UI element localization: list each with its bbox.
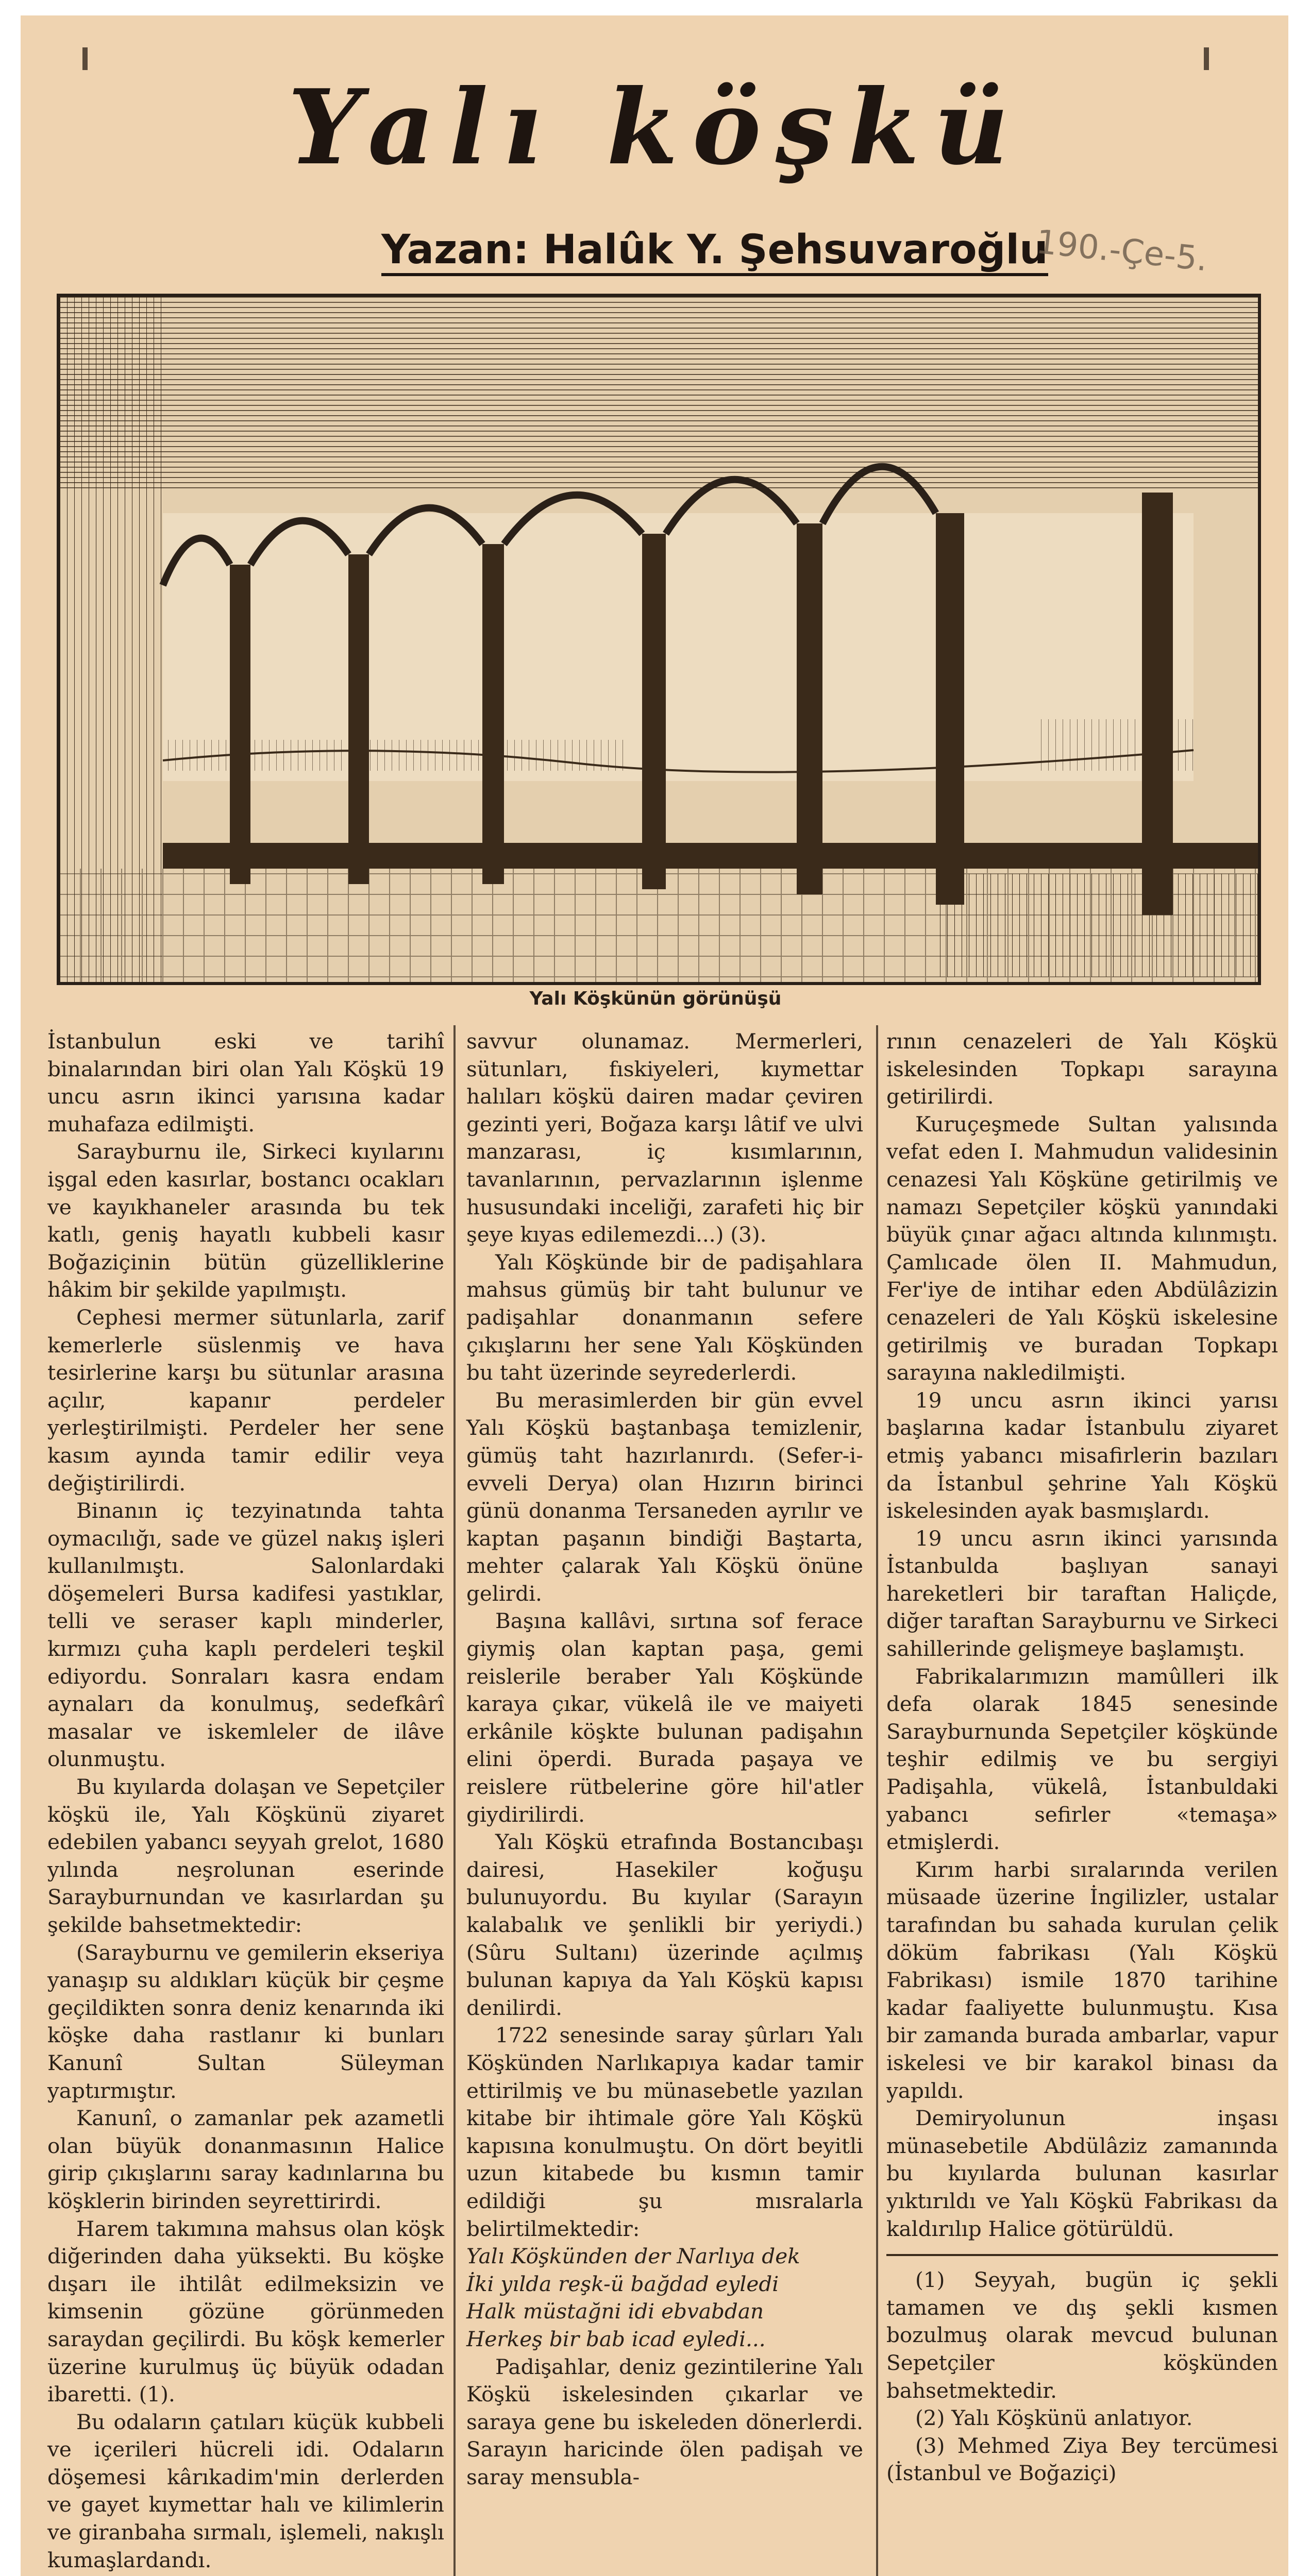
footnotes [886, 2254, 1278, 2487]
paragraph: (Sarayburnu ve gemilerin ekseriya yanaşıp su aldıkları küçük bir çeşme geçildikten sonra deniz kenarında iki köşke daha rastlanır ki bunları Kanunî Sultan Süleyman yaptırmıştır. [47, 1940, 444, 2103]
paragraph: Başına kallâvi, sırtına sof ferace giymiş olan kaptan paşa, gemi reislerile beraber Yalı Köşkünde karaya çıkar, vükelâ ile ve maiyeti erkânile köşkte bulunan padişahın elini öperdi. Burada paşaya ve reislere rütbelerine göre hil'atler giydirilirdi. [466, 1608, 863, 1827]
paragraph: Kırım harbi sıralarında verilen müsaade üzerine İngilizler, ustalar tarafından bu sahada kurulan çelik döküm fabrikası (Yalı Köşkü Fabrikası) ismile 1870 tarihine kadar faaliyette bulunmuştu. Kısa bir zamanda burada ambarlar, vapur iskelesi ve bir karakol binası da yapıldı. [886, 1857, 1278, 2103]
paragraph: Padişahlar, deniz gezintilerine Yalı Köşkü iskelesinden çıkarlar ve saraya gene bu iskeleden dönerlerdi. Sarayın haricinde ölen padişah ve saray mensubla- [466, 2354, 863, 2489]
footnote: (1) Seyyah, bugün iç şekli tamamen ve dış şekli kısmen bozulmuş olarak mevcud bulunan Sepetçiler köşkünden bahsetmektedir. [886, 2267, 1278, 2403]
paragraph [47, 2574, 444, 2576]
paragraph: savvur olunamaz. Mermerleri, sütunları, fıskiyeleri, kıymettar halıları köşkü dairen madar çeviren gezinti yeri, Boğaza karşı lâtif ve ulvi manzarası, iç kısımlarının, tavanlarının, pervazlarının işlenme hususundaki inceliği, zarafeti hiç bir şeye kıyas edilemezdi...) (3). [466, 1029, 863, 1247]
paragraph: 19 uncu asrın ikinci yarısında İstanbulda başlıyan sanayi hareketleri bir taraftan Haliçde, diğer taraftan Sarayburnu ve Sirkeci sahillerinde gelişmeye başlamıştı. [886, 1526, 1278, 1662]
paragraph: Sarayburnu ile, Sirkeci kıyılarını işgal eden kasırlar, bostancı ocakları ve kayıkhaneler arasında bu tek katlı, geniş hayatlı kubbeli kasır Boğaziçinin bütün güzelliklerine hâkim bir şekilde yapılmıştı. [47, 1139, 444, 1302]
poem-line: Herkeş bir bab icad eyledi... [466, 2326, 766, 2351]
article-column-2 [466, 1028, 863, 2491]
engraving-illustration [57, 294, 1261, 985]
handwritten-pencil-note: 190.-Çe-5. [1034, 223, 1209, 279]
illustration-caption: Yalı Köşkünün görünüşü [529, 988, 782, 1009]
column-divider-1 [453, 1025, 456, 2576]
paragraph: İstanbulun eski ve tarihî binalarından biri olan Yalı Köşkü 19 uncu asrın ikinci yarısına kadar muhafaza edilmişti. [47, 1029, 444, 1137]
article-column-3 [886, 1028, 1278, 2487]
paragraph: Cephesi mermer sütunlarla, zarif kemerlerle süslenmiş ve hava tesirlerine karşı bu sütunlar arasına açılır, kapanır perdeler yerleştirilmişti. Perdeler her sene kasım ayında tamir edilir veya değiştirilirdi. [47, 1304, 444, 1496]
paragraph: Yalı Köşkü etrafında Bostancıbaşı dairesi, Hasekiler koğuşu bulunuyordu. Bu kıyılar (Sarayın kalabalık ve şenlikli bir yeriydi.) (Sûru Sultanı) üzerinde açılmış bulunan kapıya da Yalı Köşkü kapısı denilirdi. [466, 1829, 863, 2020]
paragraph: Fabrikalarımızın mamûlleri ilk defa olarak 1845 senesinde Sarayburnunda Sepetçiler köşkünde teşhir edilmiş ve bu sergiyi Padişahla, vükelâ, İstanbuldaki yabancı sefirler «temaşa» etmişlerdi. [886, 1664, 1278, 1855]
poem-line: Halk müstağni idi ebvabdan [466, 2299, 764, 2324]
paragraph: Demiryolunun inşası münasebetile Abdülâziz zamanında bu kıyılarda bulunan kasırlar yıktırıldı ve Yalı Köşkü Fabrikası da kaldırılıp Halice götürüldü. [886, 2106, 1278, 2241]
paragraph: Binanın iç tezyinatında tahta oymacılığı, sade ve güzel nakış işleri kullanılmıştı. Salonlardaki döşemeleri Bursa kadifesi yastıklar, telli ve seraser kaplı minderler, kırmızı çuha kaplı perdeleri teşkil ediyordu. Sonraları kasra endam aynaları da konulmuş, sedefkârî masalar ve iskemleler de ilâve olunmuştu. [47, 1498, 444, 1772]
paragraph: 1722 senesinde saray şûrları Yalı Köşkünden Narlıkapıya kadar tamir ettirilmiş ve bu münasebetle yazılan kitabe bir ihtimale göre Yalı Köşkü kapısına konulmuştu. On dört beyitli uzun kitabede bu kısmın tamir edildiği şu mısralarla belirtilmektedir: [466, 2023, 863, 2241]
poem-line: Yalı Köşkünden der Narlıya dek [466, 2244, 800, 2269]
article-byline: Yazan: Halûk Y. Şehsuvaroğlu [381, 227, 1048, 276]
footnote: (2) Yalı Köşkünü anlatıyor. [915, 2405, 1193, 2431]
article-column-1 [47, 1028, 444, 2576]
paragraph: Harem takımına mahsus olan köşk diğerinden daha yüksekti. Bu köşke dışarı ile ihtilât edilmeksizin ve kimsenin gözüne görünmeden saraydan geçilirdi. Bu köşk kemerler üzerine kurulmuş üç büyük odadan ibaretti. (1). [47, 2216, 444, 2407]
paragraph: Yalı Köşkünde bir de padişahlara mahsus gümüş bir taht bulunur ve padişahlar donanmanın sefere çıkışlarını her sene Yalı Köşkünden bu taht üzerinde seyrederlerdi. [466, 1249, 863, 1385]
poem-line: İki yılda reşk-ü bağdad eyledi [466, 2271, 779, 2296]
paragraph: Kanunî, o zamanlar pek azametli olan büyük donanmasının Halice girip çıkışlarını saray kadınlarına bu köşklerin birinden seyrettirirdi. [47, 2106, 444, 2213]
column-divider-2 [876, 1025, 878, 2576]
kiosk-engraving [60, 297, 1258, 982]
paragraph: rının cenazeleri de Yalı Köşkü iskelesinden Topkapı sarayına getirilirdi. [886, 1029, 1278, 1109]
paragraph: Bu odaların çatıları küçük kubbeli ve içerileri hücreli idi. Odaların döşemesi kârıkadim'min derlerden ve gayet kıymettar halı ve kilimlerin ve giranbaha sırmalı, işlemeli, nakışlı kumaşlardandı. [47, 2409, 444, 2572]
article-title: Yalı köşkü [288, 67, 1023, 188]
footnote: (3) Mehmed Ziya Bey tercümesi (İstanbul ve Boğaziçi) [886, 2433, 1278, 2486]
paragraph: 19 uncu asrın ikinci yarısı başlarına kadar İstanbulu ziyaret etmiş yabancı misafirlerin bazıları da İstanbul şehrine Yalı Köşkü iskelesinden ayak basmışlardı. [886, 1387, 1278, 1523]
paragraph: Bu merasimlerden bir gün evvel Yalı Köşkü baştanbaşa temizlenir, gümüş taht hazırlanırdı. (Sefer-i-evveli Derya) olan Hızırın birinci günü donanma Tersaneden ayrılır ve kaptan paşanın bindiği Baştarta, mehter çalarak Yalı Köşkü önüne gelirdi. [466, 1387, 863, 1606]
paragraph: Bu kıyılarda dolaşan ve Sepetçiler köşkü ile, Yalı Köşkünü ziyaret edebilen yabancı seyyah grelot, 1680 yılında neşrolunan eserinde Sarayburnundan ve kasırlardan şu şekilde bahsetmektedir: [47, 1774, 444, 1937]
paragraph: Kuruçeşmede Sultan yalısında vefat eden I. Mahmudun validesinin cenazesi Yalı Köşküne getirilmiş ve namazı Sepetçiler köşkü yanındaki büyük çınar ağacı altında kılınmıştı. Çamlıcade ölen II. Mahmudun, Fer'iye de intihar eden Abdülâzizin cenazeleri de Yalı Köşkü iskelesine getirilmiş ve buradan Topkapı sarayına nakledilmişti. [886, 1111, 1278, 1385]
